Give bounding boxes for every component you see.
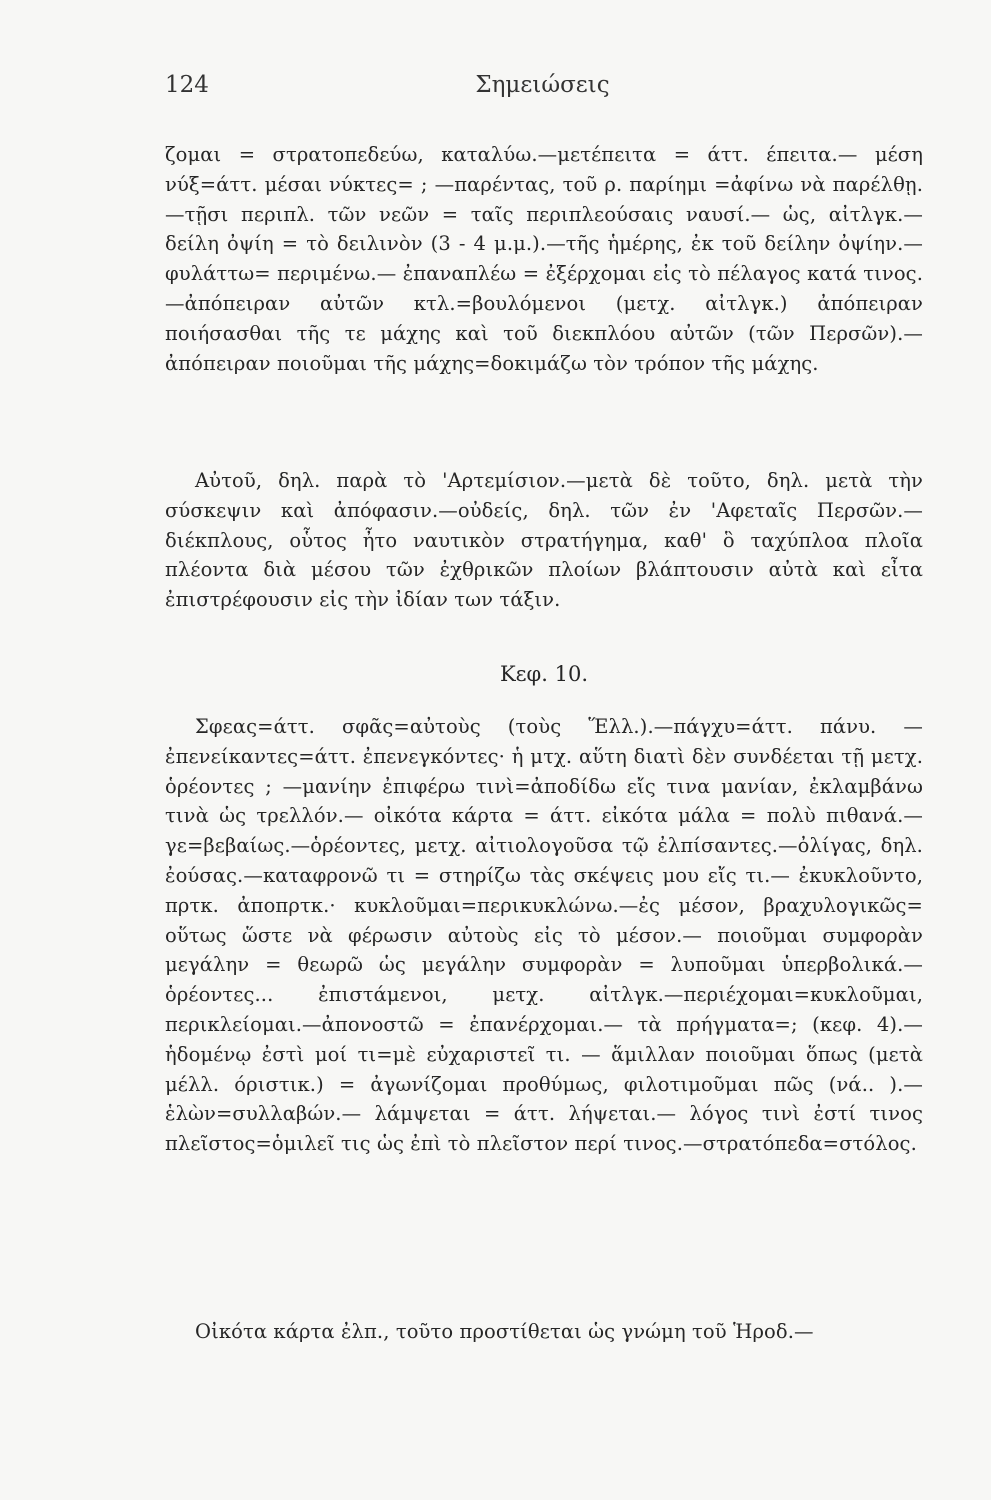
note-paragraph-3: Σφεας=άττ. σφᾶς=αὐτοὺς (τοὺς Ἕλλ.).—πάγχυ=άττ. πάνυ. —ἐπενείκαντες=άττ. ἐπενεγκόντες· ἡ μτχ. αὕτη διατὶ δὲν συνδέεται τῇ μετχ. ὁρέοντες ; —μανίην ἐπιφέρω τινὶ=ἀποδίδω εἴς τινα μανίαν, ἐκλαμβάνω τινὰ ὡς τρελλόν.— οἰκότα κάρτα = άττ. εἰκότα μάλα = πολὺ πιθανά.— γε=βεβαίως.—ὁρέοντες, μετχ. αἰτιολογοῦσα τῷ ἐλπίσαντες.—ὀλίγας, δηλ. ἐούσας.—καταφρονῶ τι = στηρίζω τὰς σκέψεις μου εἴς τι.— ἐκυκλοῦντο, πρτκ. ἀποπρτκ.· κυκλοῦμαι=περικυκλώνω.—ἐς μέσον, βραχυλογικῶς= οὕτως ὥστε νὰ φέρωσιν αὐτοὺς εἰς τὸ μέσον.— ποιοῦμαι συμφορὰν μεγάλην = θεωρῶ ὡς μεγάλην συμφορὰν = λυποῦμαι ὑπερβολικά.—ὁρέοντες... ἐπιστάμενοι, μετχ. αἰτλγκ.—περιέχομαι=κυκλοῦμαι, περικλείομαι.—ἀπονοστῶ = ἐπανέρχομαι.— τὰ πρήγματα=; (κεφ. 4).—ἡδομένῳ ἐστὶ μοί τι=μὲ εὐχαριστεῖ τι. — ἅμιλλαν ποιοῦμαι ὅπως (μετὰ μέλλ. όριστικ.) = ἀγωνίζομαι προθύμως, φιλοτιμοῦμαι πῶς (νά.. ).—ἑλὼν=συλλαβών.— λάμψεται = άττ. λήψεται.— λόγος τινὶ ἐστί τινος πλεῖστος=ὁμιλεῖ τις ὡς ἐπὶ τὸ πλεῖστον περί τινος.—στρατόπεδα=στόλος. <box>165 715 923 1156</box>
note-paragraph-2: Αὐτοῦ, δηλ. παρὰ τὸ 'Αρτεμίσιον.—μετὰ δὲ τοῦτο, δηλ. μετὰ τὴν σύσκεψιν καὶ ἀπόφασιν.—οὐδείς, δηλ. τῶν ἐν 'Αφεταῖς Περσῶν.—διέκπλους, οὗτος ἦτο ναυτικὸν στρατήγημα, καθ' ὃ ταχύπλοα πλοῖα πλέοντα διὰ μέσου τῶν ἐχθρικῶν πλοίων βλάπτουσιν αὐτὰ καὶ εἶτα ἐπιστρέφουσιν εἰς τὴν ἰδίαν των τάξιν. <box>165 469 923 612</box>
running-title: Σημειώσεις <box>475 72 610 98</box>
page-header <box>165 72 920 112</box>
note-paragraph-1: ζομαι = στρατοπεδεύω, καταλύω.—μετέπειτα = άττ. έπειτα.— μέση νύξ=άττ. μέσαι νύκτες= ; —παρέντας, τοῦ ρ. παρίημι =ἀφίνω νὰ παρέλθῃ.—τῇσι περιπλ. τῶν νεῶν = ταῖς περιπλεούσαις ναυσί.— ὡς, αἰτλγκ.— δείλη ὀψίη = τὸ δειλινὸν (3 - 4 μ.μ.).—τῆς ἡμέρης, ἐκ τοῦ δείλην ὀψίην.—φυλάττω= περιμένω.— ἐπαναπλέω = ἐξέρχομαι εἰς τὸ πέλαγος κατά τινος. —ἀπόπειραν αὐτῶν κτλ.=βουλόμενοι (μετχ. αἰτλγκ.) ἀπόπειραν ποιήσασθαι τῆς τε μάχης καὶ τοῦ διεκπλόου αὐτῶν (τῶν Περσῶν).—ἀπόπειραν ποιοῦμαι τῆς μάχης=δοκιμάζω τὸν τρόπον τῆς μάχης. <box>165 143 923 375</box>
page-number: 124 <box>165 72 209 98</box>
note-paragraph-4: Οἰκότα κάρτα ἐλπ., τοῦτο προστίθεται ὡς γνώμη τοῦ Ἡροδ.— <box>195 1320 814 1343</box>
chapter-heading: Κεφ. 10. <box>499 662 589 686</box>
